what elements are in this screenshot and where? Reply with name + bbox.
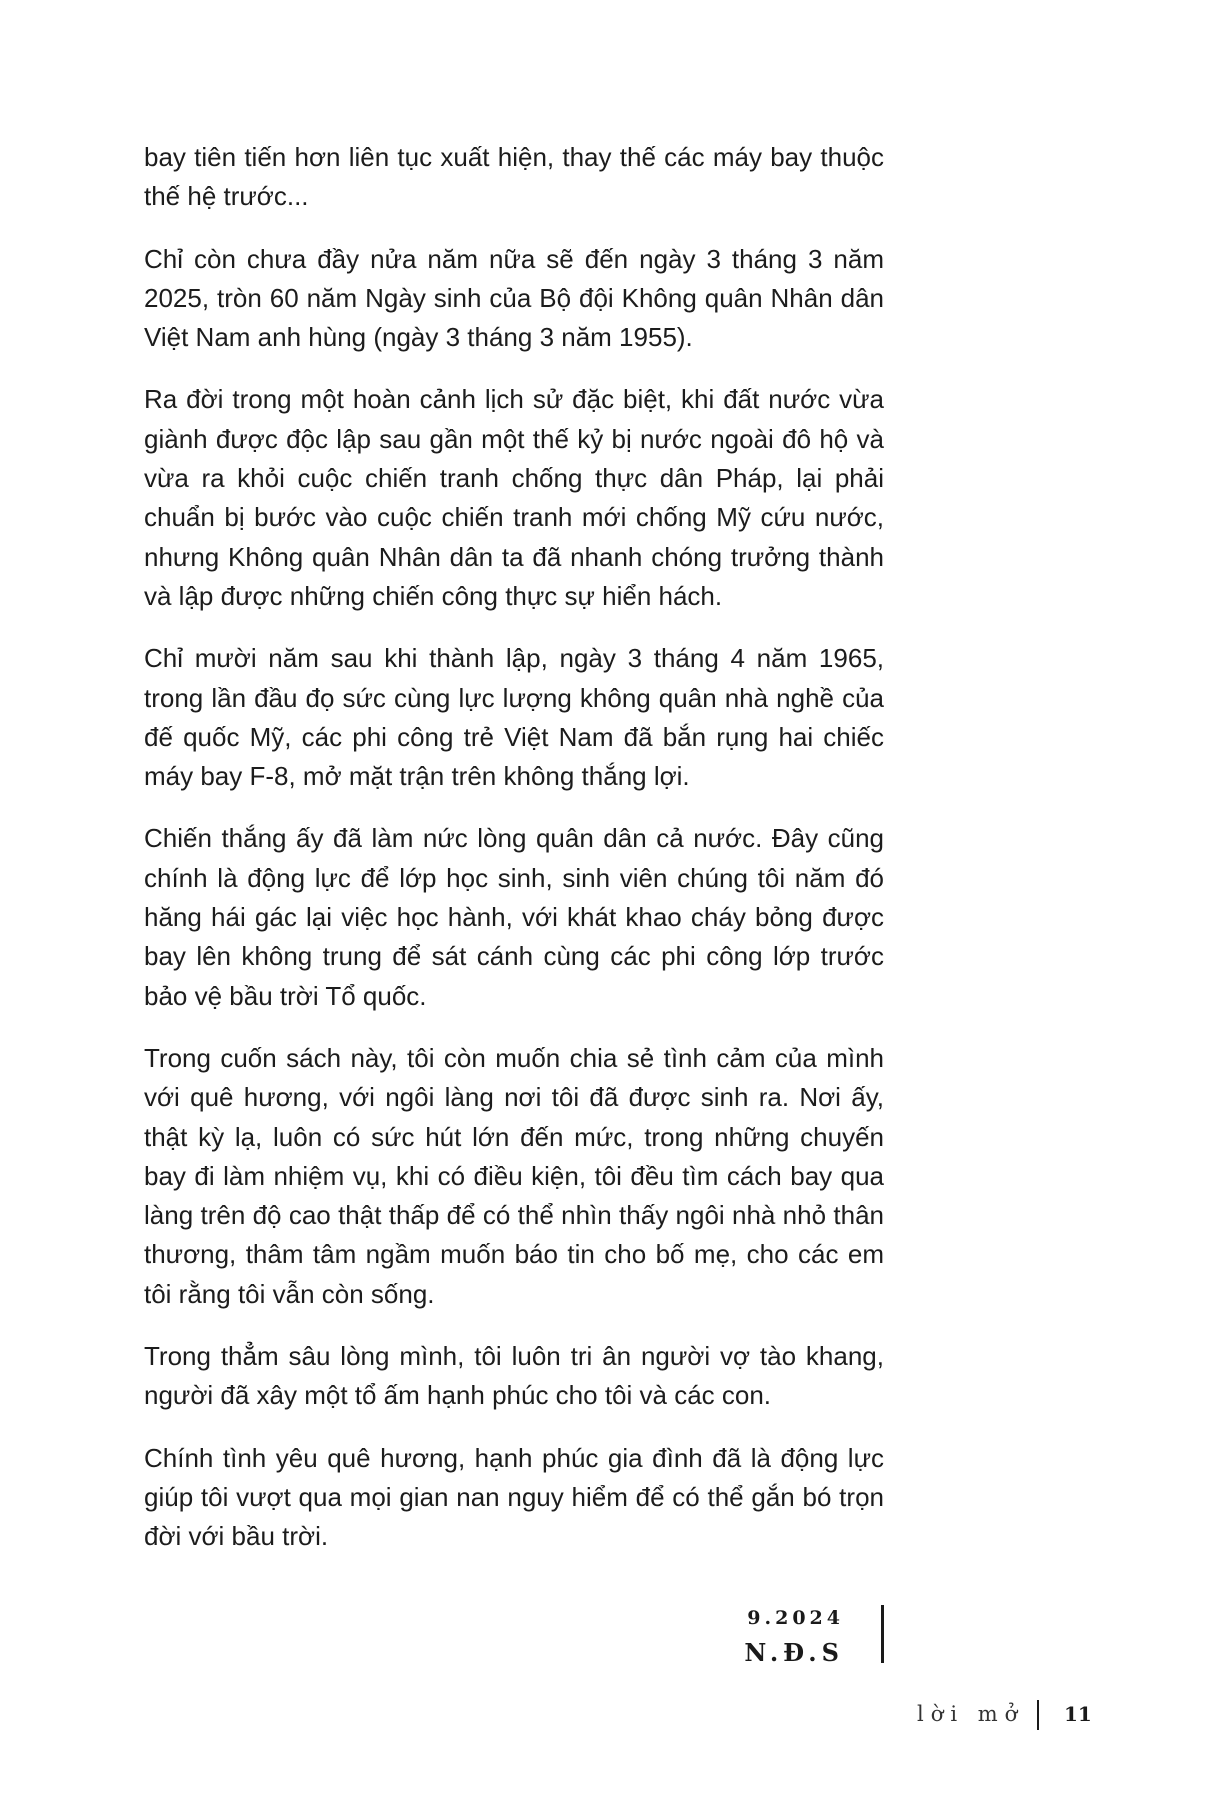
page-footer [900,1698,1200,1734]
paragraph-7: Trong thẳm sâu lòng mình, tôi luôn tri ân người vợ tào khang, người đã xây một tổ ấm hạnh phúc cho tôi và các con. [144,1341,884,1411]
paragraph-1: bay tiên tiến hơn liên tục xuất hiện, thay thế các máy bay thuộc thế hệ trước... [144,142,884,212]
paragraph-4: Chỉ mười năm sau khi thành lập, ngày 3 tháng 4 năm 1965, trong lần đầu đọ sức cùng lực lượng không quân nhà nghề của đế quốc Mỹ, các phi công trẻ Việt Nam đã bắn rụng hai chiếc máy bay F-8, mở mặt trận trên không thắng lợi. [144,643,884,792]
signature-divider [881,1605,884,1663]
paragraph-2: Chỉ còn chưa đầy nửa năm nữa sẽ đến ngày 3 tháng 3 năm 2025, tròn 60 năm Ngày sinh của Bộ đội Không quân Nhân dân Việt Nam anh hùng (ngày 3 tháng 3 năm 1955). [144,243,884,353]
page-number: 11 [1064,1702,1092,1726]
footer-divider [1037,1700,1039,1730]
footer-section-title: lời mở [917,1702,1025,1726]
signature-text [744,1605,844,1671]
page-body [144,138,884,1580]
signature-block [600,1605,884,1665]
signature-initials: N.Đ.S [744,1638,844,1667]
signature-date: 9.2024 [747,1607,844,1629]
paragraph-3: Ra đời trong một hoàn cảnh lịch sử đặc biệt, khi đất nước vừa giành được độc lập sau gần một thế kỷ bị nước ngoài đô hộ và vừa ra khỏi cuộc chiến tranh chống thực dân Pháp, lại phải chuẩn bị bước vào cuộc chiến tranh mới chống Mỹ cứu nước, nhưng Không quân Nhân dân ta đã nhanh chóng trưởng thành và lập được những chiến công thực sự hiển hách. [144,384,884,611]
paragraph-6: Trong cuốn sách này, tôi còn muốn chia sẻ tình cảm của mình với quê hương, với ngôi làng nơi tôi đã được sinh ra. Nơi ấy, thật kỳ lạ, luôn có sức hút lớn đến mức, trong những chuyến bay đi làm nhiệm vụ, khi có điều kiện, tôi đều tìm cách bay qua làng trên độ cao thật thấp để có thể nhìn thấy ngôi nhà nhỏ thân thương, thâm tâm ngầm muốn báo tin cho bố mẹ, cho các em tôi rằng tôi vẫn còn sống. [144,1042,884,1309]
paragraph-8: Chính tình yêu quê hương, hạnh phúc gia đình đã là động lực giúp tôi vượt qua mọi gian nan nguy hiểm để có thể gắn bó trọn đời với bầu trời. [144,1442,884,1552]
paragraph-5: Chiến thắng ấy đã làm nức lòng quân dân cả nước. Đây cũng chính là động lực để lớp học sinh, sinh viên chúng tôi năm đó hăng hái gác lại việc học hành, với khát khao cháy bỏng được bay lên không trung để sát cánh cùng các phi công lớp trước bảo vệ bầu trời Tổ quốc. [144,823,884,1011]
